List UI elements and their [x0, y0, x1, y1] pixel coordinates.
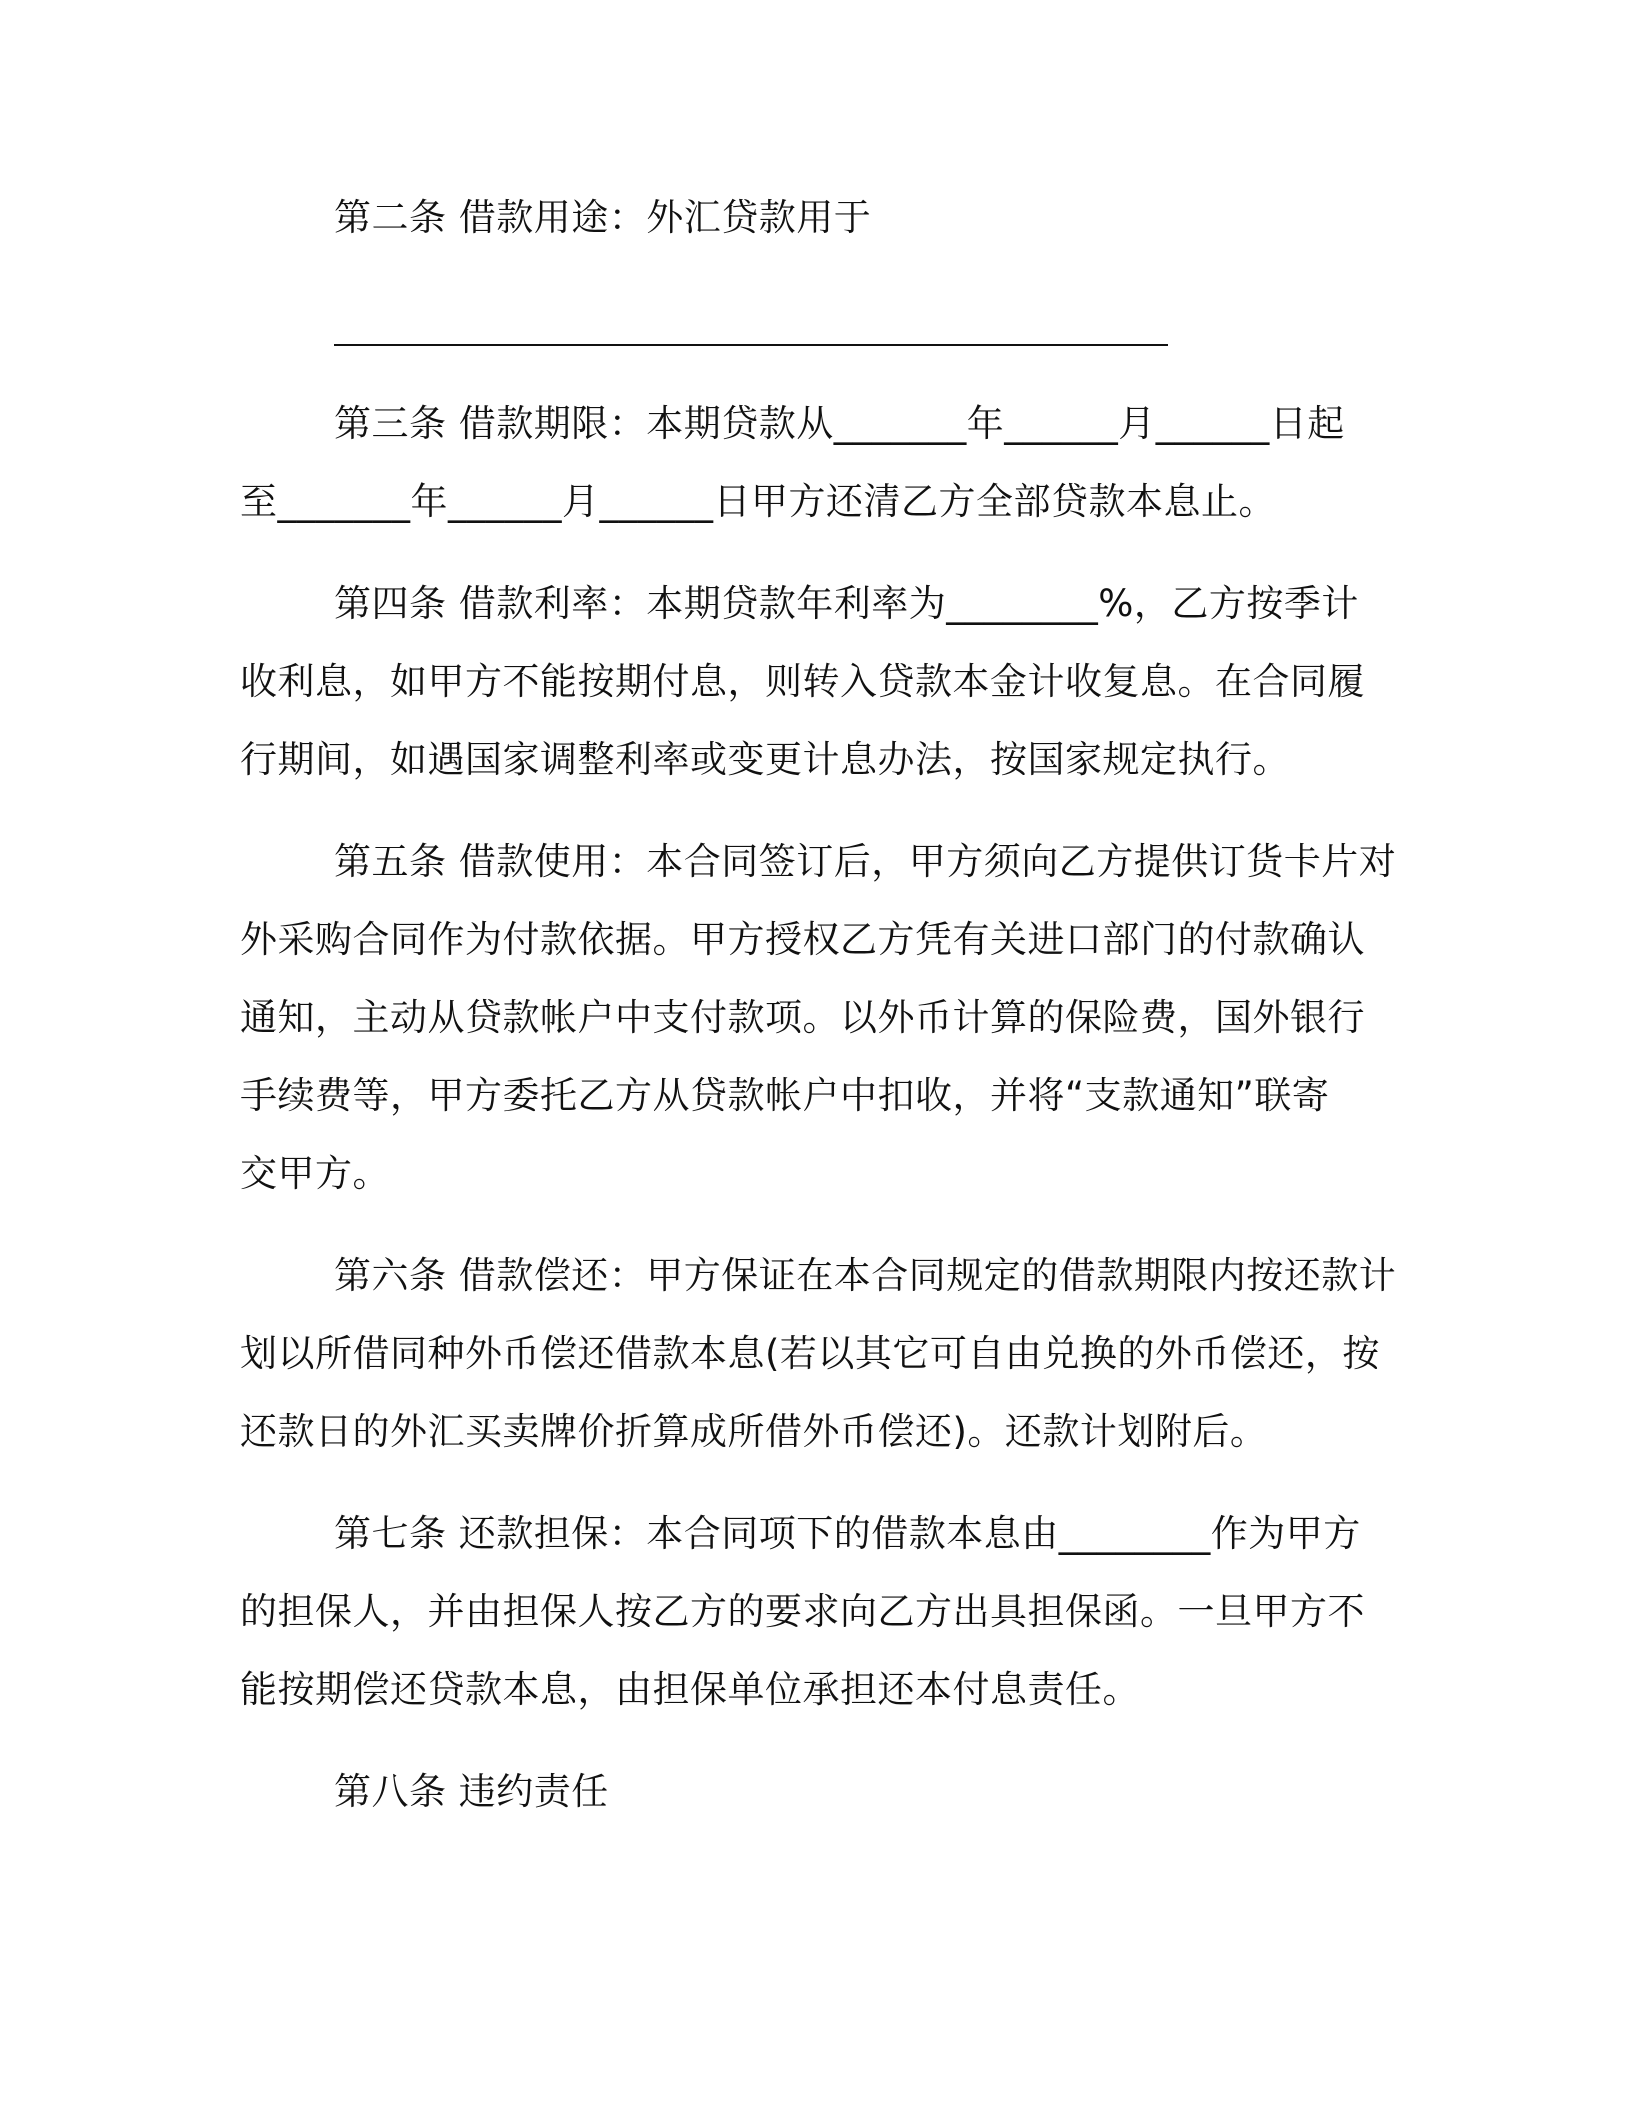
article-6-line-2: 划以所借同种外币偿还借款本息(若以其它可自由兑换的外币偿还，按 — [240, 1332, 1380, 1375]
article-2-line-1: 第二条 借款用途：外汇贷款用于 — [334, 196, 872, 239]
article-3-line-2: 至_______年______月______日甲方还清乙方全部贷款本息止。 — [240, 480, 1276, 523]
article-6-line-1: 第六条 借款偿还：甲方保证在本合同规定的借款期限内按还款计 — [334, 1254, 1397, 1297]
article-5-line-1: 第五条 借款使用：本合同签订后，甲方须向乙方提供订货卡片对 — [334, 840, 1397, 883]
article-5-line-5: 交甲方。 — [240, 1152, 390, 1195]
article-5-line-3: 通知，主动从贷款帐户中支付款项。以外币计算的保险费，国外银行 — [240, 996, 1365, 1039]
article-7-line-2: 的担保人，并由担保人按乙方的要求向乙方出具担保函。一旦甲方不 — [240, 1590, 1365, 1633]
article-4-line-2: 收利息，如甲方不能按期付息，则转入贷款本金计收复息。在合同履 — [240, 660, 1365, 703]
article-4-line-3: 行期间，如遇国家调整利率或变更计息办法，按国家规定执行。 — [240, 738, 1290, 781]
article-6-line-3: 还款日的外汇买卖牌价折算成所借外币偿还)。还款计划附后。 — [240, 1410, 1268, 1453]
article-5-line-4: 手续费等，甲方委托乙方从贷款帐户中扣收，并将“支款通知”联寄 — [240, 1074, 1330, 1117]
article-7-line-1: 第七条 还款担保：本合同项下的借款本息由________作为甲方 — [334, 1512, 1361, 1555]
article-4-line-1: 第四条 借款利率：本期贷款年利率为________%，乙方按季计 — [334, 582, 1359, 625]
purpose-blank-line — [334, 344, 1168, 346]
article-3-line-1: 第三条 借款期限：本期贷款从_______年______月______日起 — [334, 402, 1345, 445]
article-5-line-2: 外采购合同作为付款依据。甲方授权乙方凭有关进口部门的付款确认 — [240, 918, 1365, 961]
article-8-line-1: 第八条 违约责任 — [334, 1770, 609, 1813]
article-7-line-3: 能按期偿还贷款本息，由担保单位承担还本付息责任。 — [240, 1668, 1140, 1711]
